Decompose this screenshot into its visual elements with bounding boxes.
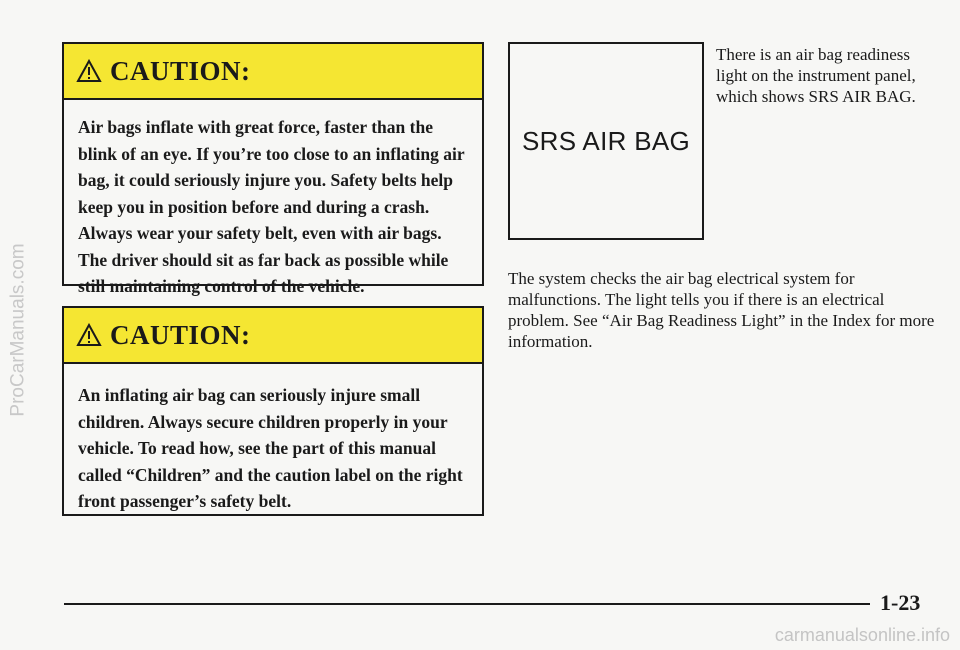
caution-heading: CAUTION: (110, 319, 251, 350)
caution-header (64, 308, 482, 364)
caution-box-children (62, 306, 484, 516)
bottom-watermark: carmanualsonline.info (774, 625, 950, 645)
warning-triangle-icon (76, 323, 102, 347)
caution-text: Air bags inflate with great force, faster than the blink of an eye. If you’re too close to an inflating air bag, it could seriously injure you. Safety belts help keep you in position before and during a crash. Always wear your safety belt, even with air bags. The driver should sit as far back as possible while still maintaining control of the vehicle. (78, 117, 465, 296)
warning-triangle-icon (76, 59, 102, 83)
page-number: 1-23 (880, 590, 921, 615)
caution-box-air-bag-force (62, 42, 484, 296)
caution-header (64, 44, 482, 100)
caution-heading: CAUTION: (110, 55, 251, 86)
side-watermark-text: ProCarManuals.com (8, 243, 30, 417)
srs-indicator-illustration (508, 42, 704, 240)
readiness-light-paragraph: There is an air bag readiness light on the instrument panel, which shows SRS AIR BAG. (716, 45, 916, 106)
footer-divider (64, 603, 870, 605)
system-check-paragraph: The system checks the air bag electrical system for malfunctions. The light tells you if there is an electrical problem. See “Air Bag Readiness Light” in the Index for more information. (508, 269, 935, 351)
srs-indicator-label: SRS AIR BAG (521, 125, 691, 156)
caution-text: An inflating air bag can seriously injure small children. Always secure children properly in your vehicle. To read how, see the part of this manual called “Children” and the caution label on the right front passenger’s safety belt. (78, 385, 463, 511)
side-watermark (6, 120, 32, 540)
